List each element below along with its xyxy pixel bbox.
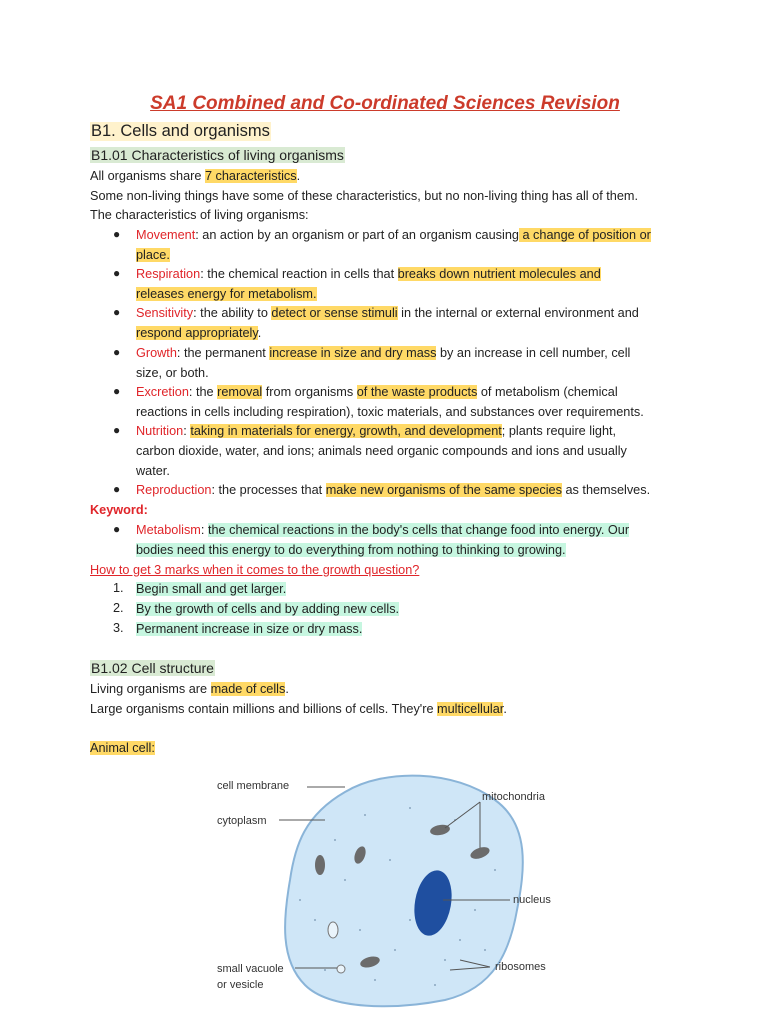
text: .: [285, 682, 289, 696]
list-item-nutrition-cont: carbon dioxide, water, and ions; animals need organic compounds and ions and usually: [136, 444, 627, 458]
list-item-nutrition: [136, 422, 616, 442]
bullet-icon: ●: [113, 384, 121, 398]
highlight: Animal cell:: [90, 741, 155, 755]
highlight: make new organisms of the same species: [325, 483, 562, 497]
term: Excretion: [136, 385, 189, 399]
term: Growth: [136, 346, 177, 360]
text: Living organisms are: [90, 682, 211, 696]
list-item-reproduction: [136, 481, 650, 501]
paragraph-seven-characteristics: [90, 167, 300, 187]
highlight: multicellular: [437, 702, 504, 716]
list-item-sensitivity: [136, 304, 639, 324]
list-item-movement-cont: [136, 246, 170, 266]
list-item-metabolism-cont: [136, 541, 566, 561]
text: from organisms: [262, 385, 357, 399]
text: in the internal or external environment and: [397, 306, 639, 320]
label-cytoplasm: cytoplasm: [217, 815, 267, 827]
text: as themselves.: [561, 483, 651, 497]
text: : the chemical reaction in cells that: [200, 267, 398, 281]
bullet-icon: ●: [113, 522, 121, 536]
list-item-excretion-cont: reactions in cells including respiration), toxic materials, and substances over requirements.: [136, 405, 644, 419]
text: .: [296, 169, 301, 183]
label-cell-membrane: cell membrane: [217, 780, 290, 792]
paragraph-made-of-cells: [90, 680, 289, 700]
text: .: [257, 326, 262, 340]
vesicle-shape: [328, 922, 338, 938]
marks-item-3: [136, 620, 362, 640]
text: Large organisms contain millions and billions of cells. They're: [90, 702, 438, 716]
paragraph-list-intro: The characteristics of living organisms:: [90, 208, 309, 222]
highlight: made of cells: [210, 682, 286, 696]
term: Metabolism: [136, 523, 201, 537]
list-item-nutrition-cont2: water.: [136, 464, 170, 478]
list-number: 2.: [113, 601, 124, 615]
highlight: breaks down nutrient molecules and: [397, 267, 601, 281]
text: .: [503, 702, 507, 716]
list-item-respiration: [136, 265, 601, 285]
bullet-icon: ●: [113, 266, 121, 280]
text: ; plants require light,: [501, 424, 617, 438]
paragraph-non-living: Some non-living things have some of these characteristics, but no non-living thing has all of them.: [90, 189, 638, 203]
label-nucleus: nucleus: [513, 894, 551, 906]
list-item-growth-cont: size, or both.: [136, 366, 209, 380]
term: Reproduction: [136, 483, 212, 497]
highlight: 7 characteristics: [204, 169, 297, 183]
subsection-heading-characteristics: B1.01 Characteristics of living organisms: [91, 147, 344, 163]
text: : the processes that: [211, 483, 326, 497]
highlight: of the waste products: [356, 385, 478, 399]
list-item-excretion: [136, 383, 618, 403]
highlight: detect or sense stimuli: [271, 306, 398, 320]
text: :: [200, 523, 208, 537]
term: Nutrition: [136, 424, 184, 438]
subsection-heading-cell-structure: B1.02 Cell structure: [91, 660, 214, 676]
section-heading: B1. Cells and organisms: [91, 122, 270, 140]
keyword-label: Keyword:: [90, 503, 148, 517]
bullet-icon: ●: [113, 482, 121, 496]
text: by an increase in cell number, cell: [436, 346, 631, 360]
highlight: increase in size and dry mass: [269, 346, 437, 360]
small-vacuole-shape: [337, 965, 345, 973]
highlight: releases energy for metabolism.: [136, 287, 317, 301]
bullet-icon: ●: [113, 305, 121, 319]
text: : an action by an organism or part of an organism causing: [195, 228, 519, 242]
bullet-icon: ●: [113, 345, 121, 359]
text: : the permanent: [176, 346, 270, 360]
highlight: the chemical reactions in the body's cells that change food into energy. Our: [207, 523, 630, 537]
document-title: SA1 Combined and Co-ordinated Sciences Revision: [150, 93, 620, 114]
highlight: a change of position or: [518, 228, 651, 242]
mitochondrion: [315, 855, 325, 875]
text: of metabolism (chemical: [477, 385, 618, 399]
label-ribosomes: ribosomes: [495, 961, 546, 973]
list-item-metabolism: [136, 521, 629, 541]
highlight: place.: [136, 248, 170, 262]
list-item-growth: [136, 344, 630, 364]
bullet-icon: ●: [113, 423, 121, 437]
highlight: Permanent increase in size or dry mass.: [136, 622, 363, 636]
bullet-icon: ●: [113, 227, 121, 241]
growth-question-link[interactable]: How to get 3 marks when it comes to the growth question?: [90, 563, 420, 577]
highlight: bodies need this energy to do everything from nothing to thinking to growing.: [136, 543, 566, 557]
text: :: [183, 424, 191, 438]
text: : the: [188, 385, 218, 399]
highlight: By the growth of cells and by adding new cells.: [136, 602, 400, 616]
marks-item-1: [136, 580, 286, 600]
label-mitochondria: mitochondria: [482, 791, 545, 803]
text: : the ability to: [193, 306, 272, 320]
marks-item-2: [136, 600, 399, 620]
label-or-vesicle: or vesicle: [217, 979, 264, 991]
highlight: Begin small and get larger.: [136, 582, 287, 596]
paragraph-multicellular: [90, 700, 507, 720]
highlight: respond appropriately: [136, 326, 258, 340]
list-item-respiration-cont: [136, 285, 317, 305]
highlight: taking in materials for energy, growth, and development: [190, 424, 502, 438]
term: Movement: [136, 228, 196, 242]
cell-membrane-shape: [285, 776, 523, 1007]
list-item-movement: [136, 226, 651, 246]
list-number: 1.: [113, 581, 124, 595]
label-small-vacuole: small vacuole: [217, 963, 284, 975]
text: All organisms share: [90, 169, 205, 183]
animal-cell-label: [90, 739, 155, 759]
list-item-sensitivity-cont: [136, 324, 261, 344]
term: Respiration: [136, 267, 201, 281]
animal-cell-diagram: [195, 760, 585, 1015]
list-number: 3.: [113, 621, 124, 635]
highlight: removal: [217, 385, 263, 399]
term: Sensitivity: [136, 306, 194, 320]
